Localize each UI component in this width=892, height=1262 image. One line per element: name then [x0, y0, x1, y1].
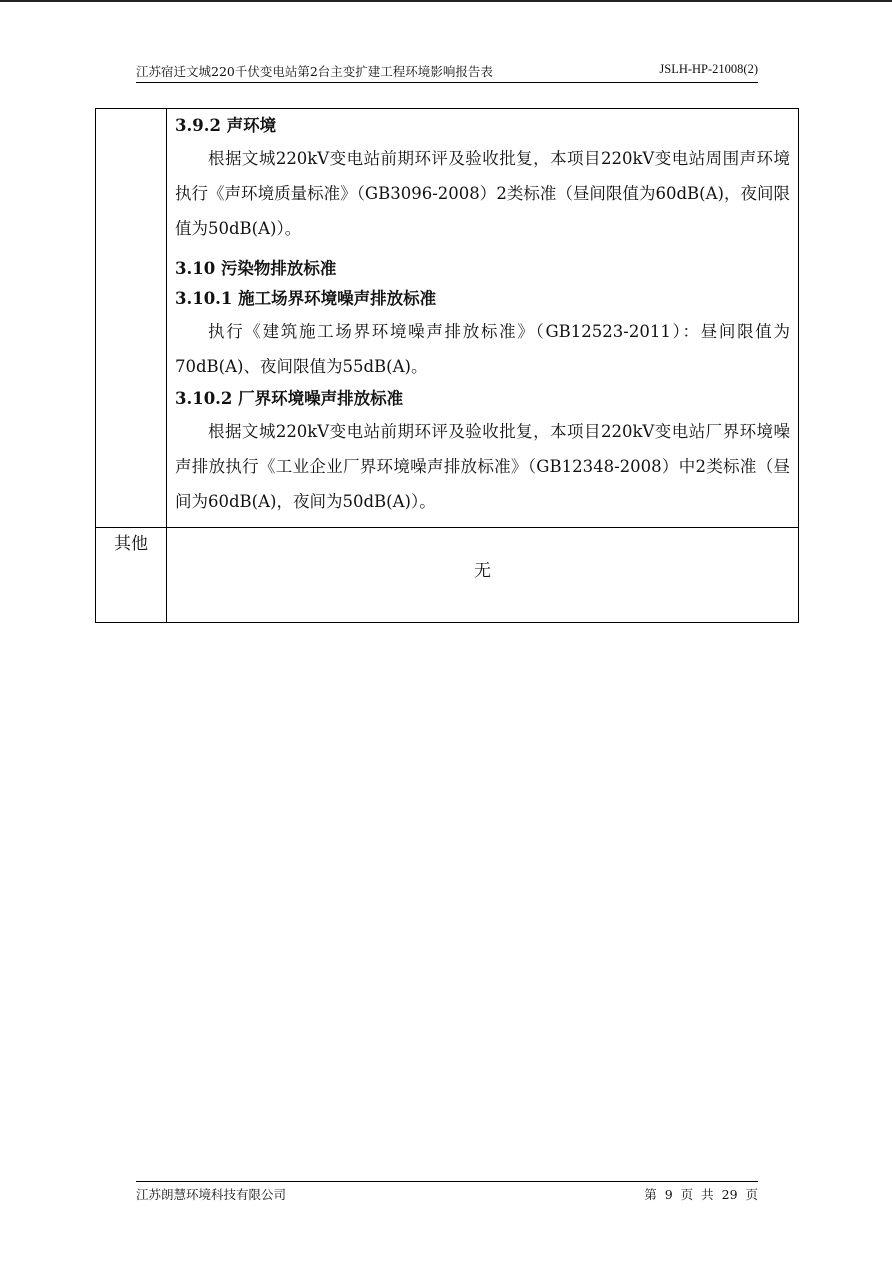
page-header [136, 62, 758, 83]
section-3-10-2-heading: 3.10.2 厂界环境噪声排放标准 [175, 389, 404, 408]
standards-content-cell [167, 109, 799, 528]
footer-company: 江苏朗慧环境科技有限公司 [136, 1187, 287, 1202]
header-doc-code: JSLH-HP-21008(2) [659, 62, 758, 76]
other-label: 其他 [96, 528, 167, 623]
other-value: 无 [167, 528, 799, 623]
section-3-9-2-heading: 3.9.2 声环境 [175, 116, 277, 135]
standards-label-cell [96, 109, 167, 528]
section-3-10-heading: 3.10 污染物排放标准 [175, 259, 337, 278]
footer-page-info: 第 9 页 共 29 页 [644, 1187, 758, 1202]
page-footer [136, 1181, 758, 1202]
top-border [0, 0, 892, 2]
standards-row [96, 109, 799, 528]
other-row [96, 528, 799, 623]
section-3-9-2-text: 根据文城220kV变电站前期环评及验收批复，本项目220kV变电站周围声环境执行《声环境质量标准》（GB3096-2008）2类标准（昼间限值为60dB(A)，夜间限值为50dB(A)）。 [175, 149, 790, 238]
section-3-10-1-heading: 3.10.1 施工场界环境噪声排放标准 [175, 289, 437, 308]
report-table [95, 108, 799, 623]
section-3-10-2-text: 根据文城220kV变电站前期环评及验收批复，本项目220kV变电站厂界环境噪声排放执行《工业企业厂界环境噪声排放标准》（GB12348-2008）中2类标准（昼间为60dB(A)，夜间为50dB(A)）。 [175, 422, 790, 511]
header-title: 江苏宿迁文城220千伏变电站第2台主变扩建工程环境影响报告表 [136, 64, 493, 79]
section-3-10-1-text: 执行《建筑施工场界环境噪声排放标准》（GB12523-2011）：昼间限值为70dB(A)、夜间限值为55dB(A)。 [175, 322, 790, 376]
